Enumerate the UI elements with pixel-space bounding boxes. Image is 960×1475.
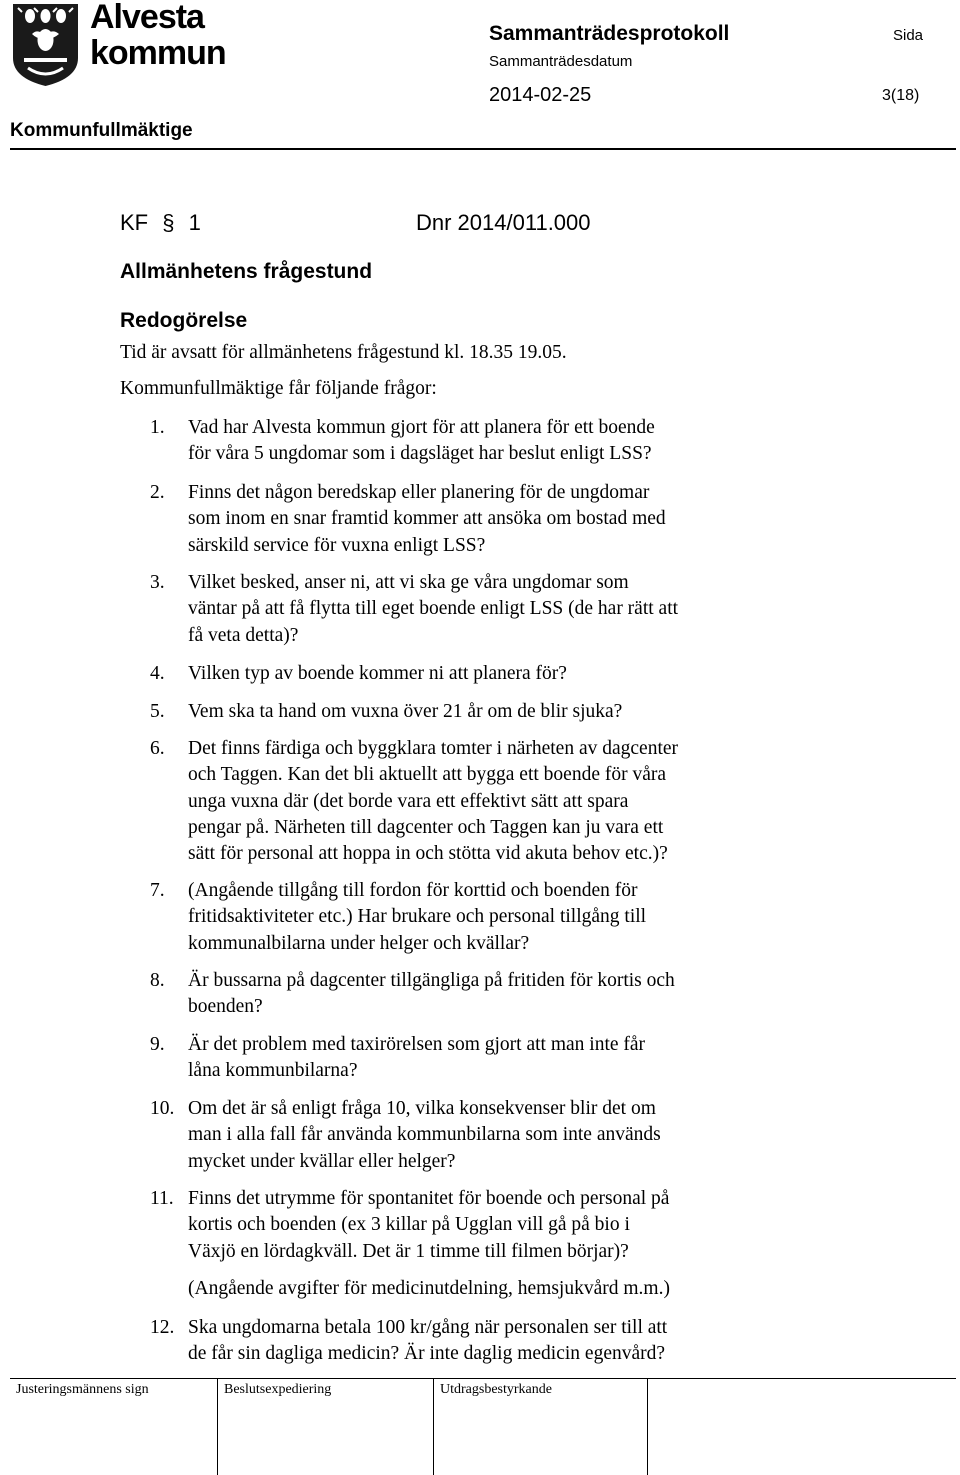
item-number: 6. — [150, 738, 165, 759]
intro-paragraph: Kommunfullmäktige får följande frågor: — [120, 378, 437, 399]
diary-number: Dnr 2014/011.000 — [416, 210, 591, 235]
footer-dispatch-box — [218, 1379, 434, 1475]
item-line: pengar på. Närheten till dagcenter och Taggen kan ju vara ett — [188, 816, 664, 838]
municipality-logo — [10, 0, 240, 90]
item-line: väntar på att få flytta till eget boende enligt LSS (de har rätt att — [188, 598, 679, 620]
item-number: 7. — [150, 880, 165, 901]
footer-label: Utdragsbestyrkande — [440, 1382, 552, 1397]
item-number: 5. — [150, 701, 165, 722]
item-number: 2. — [150, 482, 165, 503]
intro-paragraph: Tid är avsatt för allmänhetens frågestund kl. 18.35 19.05. — [120, 342, 567, 363]
item-line: unga vuxna där (det borde vara ett effektivt sätt att spara — [188, 790, 629, 812]
item-number: 1. — [150, 417, 165, 438]
item-line: Vem ska ta hand om vuxna över 21 år om de blir sjuka? — [188, 701, 623, 722]
organization-name: Kommunfullmäktige — [10, 120, 193, 141]
item-line: särskild service för vuxna enligt LSS? — [188, 534, 486, 556]
item-line: Om det är så enligt fråga 10, vilka konsekvenser blir det om — [188, 1098, 656, 1119]
meeting-date-label: Sammanträdesdatum — [489, 53, 633, 70]
meeting-date: 2014-02-25 — [489, 84, 592, 106]
item-line: mycket under kvällar eller helger? — [188, 1150, 456, 1172]
footer-certification-box — [434, 1379, 648, 1475]
item-line: Det finns färdiga och byggklara tomter i närheten av dagcenter — [188, 738, 679, 759]
section-number: 1 — [188, 210, 201, 235]
item-line: fritidsaktiviteter etc.) Har brukare och personal tillgång till — [188, 906, 647, 928]
item-line: (Angående avgifter för medicinutdelning, hemsjukvård m.m.) — [188, 1278, 670, 1299]
case-reference — [120, 210, 201, 236]
item-line: Vilken typ av boende kommer ni att planera för? — [188, 663, 567, 684]
logo-wordmark-line-2: kommun — [90, 34, 226, 72]
item-number: 4. — [150, 663, 165, 684]
item-line: sätt för personal att hoppa in och stötta vid akuta behov etc.)? — [188, 843, 668, 865]
item-number: 11. — [150, 1188, 174, 1209]
item-number: 9. — [150, 1034, 165, 1055]
item-line: Finns det utrymme för spontanitet för boende och personal på — [188, 1188, 670, 1209]
header-divider — [10, 148, 956, 150]
item-number: 12. — [150, 1317, 175, 1338]
item-line: (Angående tillgång till fordon för korttid och boenden för — [188, 880, 638, 901]
item-line: som inom en snar framtid kommer att ansöka om bostad med — [188, 508, 666, 530]
item-number: 8. — [150, 970, 165, 991]
item-line: Är bussarna på dagcenter tillgängliga på fritiden för kortis och — [188, 970, 675, 991]
item-line: boenden? — [188, 996, 263, 1018]
item-line: och Taggen. Kan det bli aktuellt att bygga ett boende för våra — [188, 764, 667, 786]
item-line: Vad har Alvesta kommun gjort för att planera för ett boende — [188, 417, 655, 438]
item-line: Är det problem med taxirörelsen som gjort att man inte får — [188, 1034, 646, 1055]
item-line: Finns det någon beredskap eller planering för de ungdomar — [188, 482, 650, 503]
item-line: Växjö en lördagkväll. Det är 1 timme till filmen börjar)? — [188, 1240, 629, 1262]
item-line: för våra 5 ungdomar som i dagsläget har beslut enligt LSS? — [188, 443, 652, 465]
item-number: 10. — [150, 1098, 175, 1119]
page-number: 3(18) — [882, 87, 920, 104]
page-label: Sida — [893, 27, 924, 44]
footer-label: Beslutsexpediering — [224, 1382, 332, 1397]
logo-wordmark-line-1: Alvesta — [90, 0, 204, 36]
item-line: Vilket besked, anser ni, att vi ska ge våra ungdomar som — [188, 572, 629, 593]
item-line: man i alla fall får använda kommunbilarna som inte används — [188, 1124, 661, 1146]
section-title: Allmänhetens frågestund — [120, 260, 373, 283]
report-heading: Redogörelse — [120, 309, 248, 332]
item-line: kortis och boenden (ex 3 killar på Ugglan vill gå på bio i — [188, 1214, 630, 1236]
section-symbol: § — [162, 210, 175, 235]
item-line: kommunalbilarna under helger och kvällar? — [188, 932, 530, 954]
item-number: 3. — [150, 572, 165, 593]
item-line: de får sin dagliga medicin? Är inte daglig medicin egenvård? — [188, 1343, 666, 1365]
footer-signature-box — [10, 1379, 218, 1475]
case-prefix: KF — [120, 210, 149, 235]
item-line: låna kommunbilarna? — [188, 1060, 358, 1082]
document-title: Sammanträdesprotokoll — [489, 22, 730, 45]
item-line: få veta detta)? — [188, 624, 299, 646]
item-line: Ska ungdomarna betala 100 kr/gång när personalen ser till att — [188, 1317, 668, 1338]
footer-label: Justeringsmännens sign — [16, 1382, 149, 1397]
